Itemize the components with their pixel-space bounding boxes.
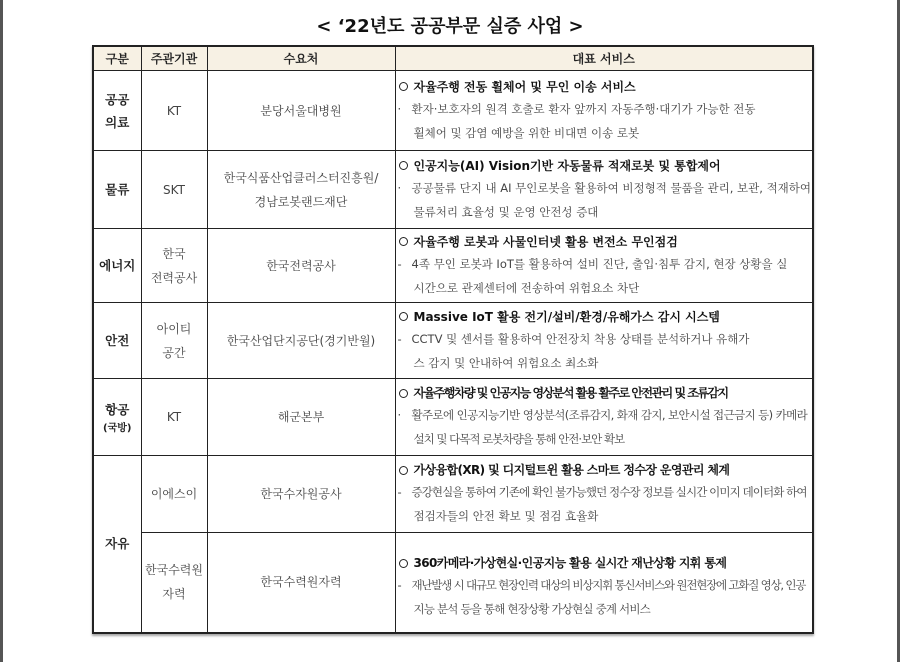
lead-org-cell: 아이티 공간 bbox=[141, 303, 207, 379]
lead-org-cell: KT bbox=[141, 379, 207, 456]
category-cell: 물류 bbox=[93, 151, 141, 229]
demand-org-cell: 해군본부 bbox=[207, 379, 395, 456]
service-cell bbox=[395, 456, 813, 533]
category-cell: 에너지 bbox=[93, 229, 141, 303]
circle-bullet-icon bbox=[399, 237, 408, 246]
dash-bullet-icon: · bbox=[397, 101, 402, 116]
table-row bbox=[93, 151, 813, 229]
service-title: 자율주행 전동 휠체어 및 무인 이송 서비스 bbox=[396, 77, 813, 97]
circle-bullet-icon bbox=[399, 161, 408, 170]
table-row bbox=[93, 229, 813, 303]
header-category: 구분 bbox=[93, 46, 141, 71]
table-row bbox=[93, 456, 813, 533]
category-cell: 자유 bbox=[93, 456, 141, 633]
dash-bullet-icon: · bbox=[397, 408, 401, 422]
service-title: Massive IoT 활용 전기/설비/환경/유해가스 감시 시스템 bbox=[396, 307, 813, 327]
page-title: < ‘22년도 공공부문 실증 사업 > bbox=[316, 16, 584, 37]
service-title: 자율주행 로봇과 사물인터넷 활용 변전소 무인점검 bbox=[396, 232, 813, 252]
service-desc: · 환자·보호자의 원격 호출로 환자 앞까지 자동주행·대기가 가능한 전동 bbox=[396, 97, 813, 121]
circle-bullet-icon bbox=[399, 312, 408, 321]
left-frame-border bbox=[0, 0, 3, 662]
lead-org-cell: 이에스이 bbox=[141, 456, 207, 533]
lead-org-cell: 한국수력원 자력 bbox=[141, 533, 207, 633]
circle-bullet-icon bbox=[399, 82, 408, 91]
service-desc-cont: 물류처리 효율성 및 운영 안전성 증대 bbox=[413, 204, 599, 219]
lead-org-cell: KT bbox=[141, 71, 207, 151]
table-row bbox=[93, 303, 813, 379]
service-desc: - 증강현실을 통하여 기존에 확인 불가능했던 정수장 정보를 실시간 이미지 데이터화 하여 bbox=[396, 480, 813, 504]
service-cell bbox=[395, 71, 813, 151]
service-cell bbox=[395, 303, 813, 379]
service-desc-cont: 시간으로 관제센터에 전송하여 위험요소 차단 bbox=[413, 280, 640, 295]
category-cell: 항공 (국방) bbox=[93, 379, 141, 456]
service-desc: - 4족 무인 로봇과 IoT를 활용하여 설비 진단, 출입·침투 감지, 현장 상황을 실 bbox=[396, 252, 813, 276]
dash-bullet-icon: · bbox=[397, 180, 402, 195]
table-row bbox=[93, 71, 813, 151]
service-cell bbox=[395, 151, 813, 229]
dash-bullet-icon: - bbox=[397, 256, 402, 271]
demand-org-cell: 한국수력원자력 bbox=[207, 533, 395, 633]
service-cell bbox=[395, 533, 813, 633]
lead-org-cell: 한국 전력공사 bbox=[141, 229, 207, 303]
dash-bullet-icon: - bbox=[397, 578, 401, 593]
service-desc-cont: 지능 분석 등을 통해 현장상황 가상현실 중계 서비스 bbox=[413, 602, 650, 617]
service-cell bbox=[395, 379, 813, 456]
service-desc: - CCTV 및 센서를 활용하여 안전장치 착용 상태를 분석하거나 유해가 bbox=[396, 327, 813, 351]
lead-org-cell: SKT bbox=[141, 151, 207, 229]
circle-bullet-icon bbox=[399, 466, 408, 475]
category-cell: 안전 bbox=[93, 303, 141, 379]
service-desc-cont: 설치 및 다목적 로봇차량을 통해 안전·보안 확보 bbox=[413, 432, 625, 446]
projects-table bbox=[92, 45, 814, 634]
service-cell bbox=[395, 229, 813, 303]
circle-bullet-icon bbox=[399, 559, 408, 568]
table-row bbox=[93, 379, 813, 456]
service-desc-cont: 휠체어 및 감염 예방을 위한 비대면 이송 로봇 bbox=[413, 125, 640, 140]
service-title: 360카메라·가상현실·인공지능 활용 실시간 재난상황 지휘 통제 bbox=[396, 553, 813, 573]
service-desc: - 재난발생 시 대규모 현장인력 대상의 비상지휘 통신서비스와 원전현장에 고화질 영상, 인공 bbox=[396, 573, 813, 597]
circle-bullet-icon bbox=[399, 389, 408, 398]
service-title: 자율주행차량 및 인공지능 영상분석 활용 활주로 안전관리 및 조류감지 bbox=[396, 383, 813, 403]
service-desc: · 활주로에 인공지능기반 영상분석(조류감지, 화재 감지, 보안시설 접근금지 등) 카메라 bbox=[396, 403, 813, 427]
service-title: 인공지능(AI) Vision기반 자동물류 적재로봇 및 통합제어 bbox=[396, 156, 813, 176]
service-desc-cont: 점검자들의 안전 확보 및 점검 효율화 bbox=[413, 509, 599, 523]
category-cell: 공공 의료 bbox=[93, 71, 141, 151]
dash-bullet-icon: - bbox=[397, 331, 402, 346]
service-desc: · 공공물류 단지 내 AI 무인로봇을 활용하여 비정형적 물품을 관리, 보관, 적재하여 bbox=[396, 176, 813, 200]
header-lead-org: 주관기관 bbox=[141, 46, 207, 71]
service-title: 가상융합(XR) 및 디지털트윈 활용 스마트 정수장 운영관리 체계 bbox=[396, 460, 813, 480]
table-header-row bbox=[93, 46, 813, 71]
dash-bullet-icon: - bbox=[397, 485, 401, 499]
header-service: 대표 서비스 bbox=[395, 46, 813, 71]
demand-org-cell: 한국식품산업클러스터진흥원/ 경남로봇랜드재단 bbox=[207, 151, 395, 229]
demand-org-cell: 분당서울대병원 bbox=[207, 71, 395, 151]
header-demand-org: 수요처 bbox=[207, 46, 395, 71]
demand-org-cell: 한국수자원공사 bbox=[207, 456, 395, 533]
service-desc-cont: 스 감지 및 안내하여 위험요소 최소화 bbox=[413, 355, 599, 370]
demand-org-cell: 한국산업단지공단(경기반월) bbox=[207, 303, 395, 379]
table-row bbox=[93, 533, 813, 633]
demand-org-cell: 한국전력공사 bbox=[207, 229, 395, 303]
